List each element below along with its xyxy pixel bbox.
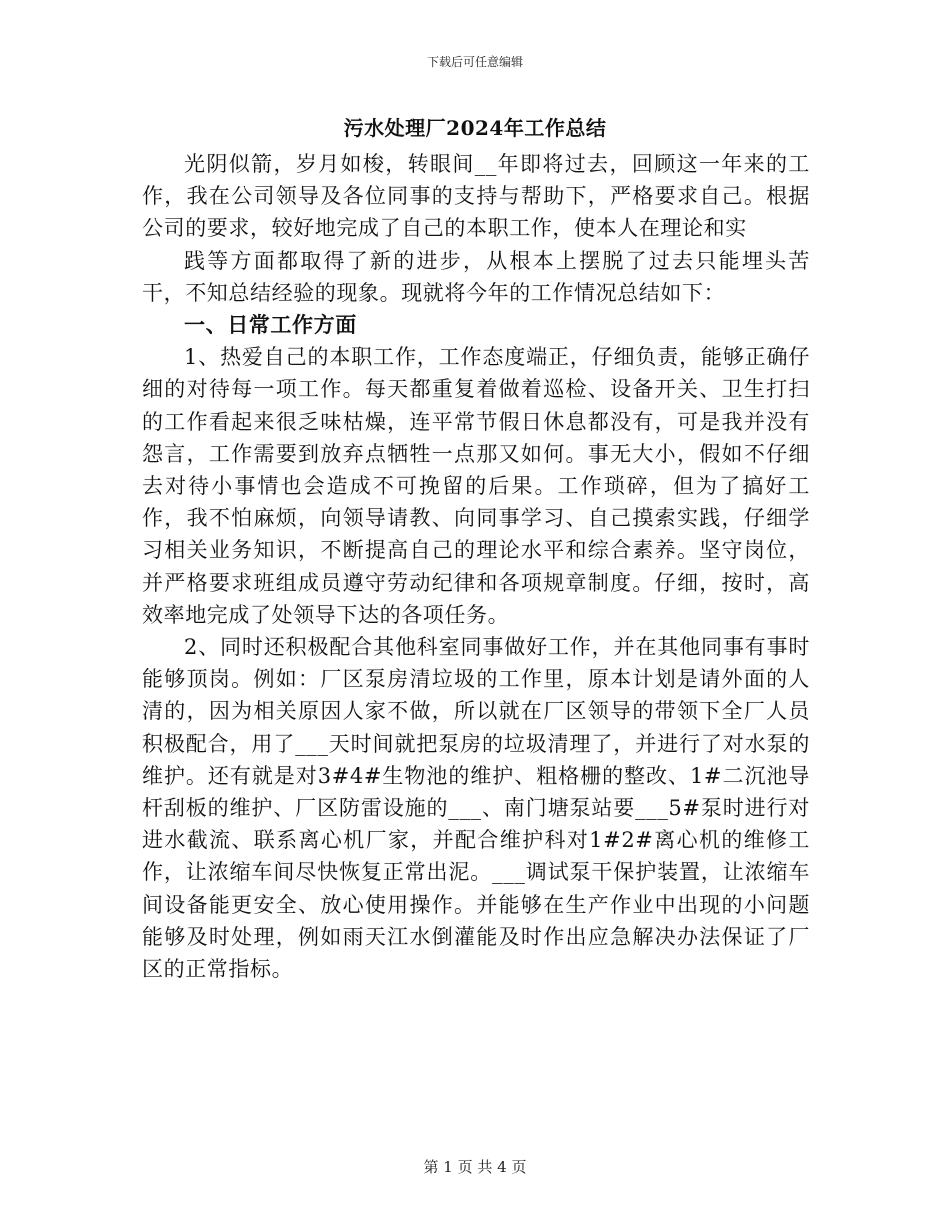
paragraph-intro-continued: 践等方面都取得了新的进步，从根本上摆脱了过去只能埋头苦干，不知总结经验的现象。现就将今年的工作情况总结如下： xyxy=(142,248,810,305)
paragraph-item-1: 1、热爱自己的本职工作，工作态度端正，仔细负责，能够正确仔细的对待每一项工作。每天都重复着做着巡检、设备开关、卫生打扫的工作看起来很乏味枯燥，连平常节假日休息都没有，可是我并没有怨言，工作需要到放弃点牺牲一点那又如何。事无大小，假如不仔细去对待小事情也会造成不可挽留的后果。工作琐碎，但为了搞好工作，我不怕麻烦，向领导请教、向同事学习、自己摸索实践，仔细学习相关业务知识，不断提高自己的理论水平和综合素养。坚守岗位，并严格要求班组成员遵守劳动纪律和各项规章制度。仔细，按时，高效率地完成了处领导下达的各项任务。 xyxy=(142,345,810,627)
section-heading-daily-work: 一、日常工作方面 xyxy=(184,312,357,338)
document-body xyxy=(142,148,810,985)
paragraph-item-2: 2、同时还积极配合其他科室同事做好工作，并在其他同事有事时能够顶岗。例如：厂区泵房清垃圾的工作里，原本计划是请外面的人清的，因为相关原因人家不做，所以就在厂区领导的带领下全厂人员积极配合，用了___天时间就把泵房的垃圾清理了，并进行了对水泵的维护。还有就是对3#4#生物池的维护、粗格栅的整改、1#二沉池导杆刮板的维护、厂区防雷设施的___、南门塘泵站要___5#泵时进行对进水截流、联系离心机厂家，并配合维护科对1#2#离心机的维修工作，让浓缩车间尽快恢复正常出泥。___调试泵干保护装置，让浓缩车间设备能更安全、放心使用操作。并能够在生产作业中出现的小问题能够及时处理，例如雨天江水倒灌能及时作出应急解决办法保证了厂区的正常指标。 xyxy=(142,635,810,982)
paragraph-intro: 光阴似箭，岁月如梭，转眼间__年即将过去，回顾这一年来的工作，我在公司领导及各位同事的支持与帮助下，严格要求自己。根据公司的要求，较好地完成了自己的本职工作，使本人在理论和实 xyxy=(142,152,810,241)
document-title: 污水处理厂2024年工作总结 xyxy=(343,116,607,140)
page-number-footer: 第 1 页 共 4 页 xyxy=(423,1158,527,1176)
header-note: 下载后可任意编辑 xyxy=(426,55,523,69)
